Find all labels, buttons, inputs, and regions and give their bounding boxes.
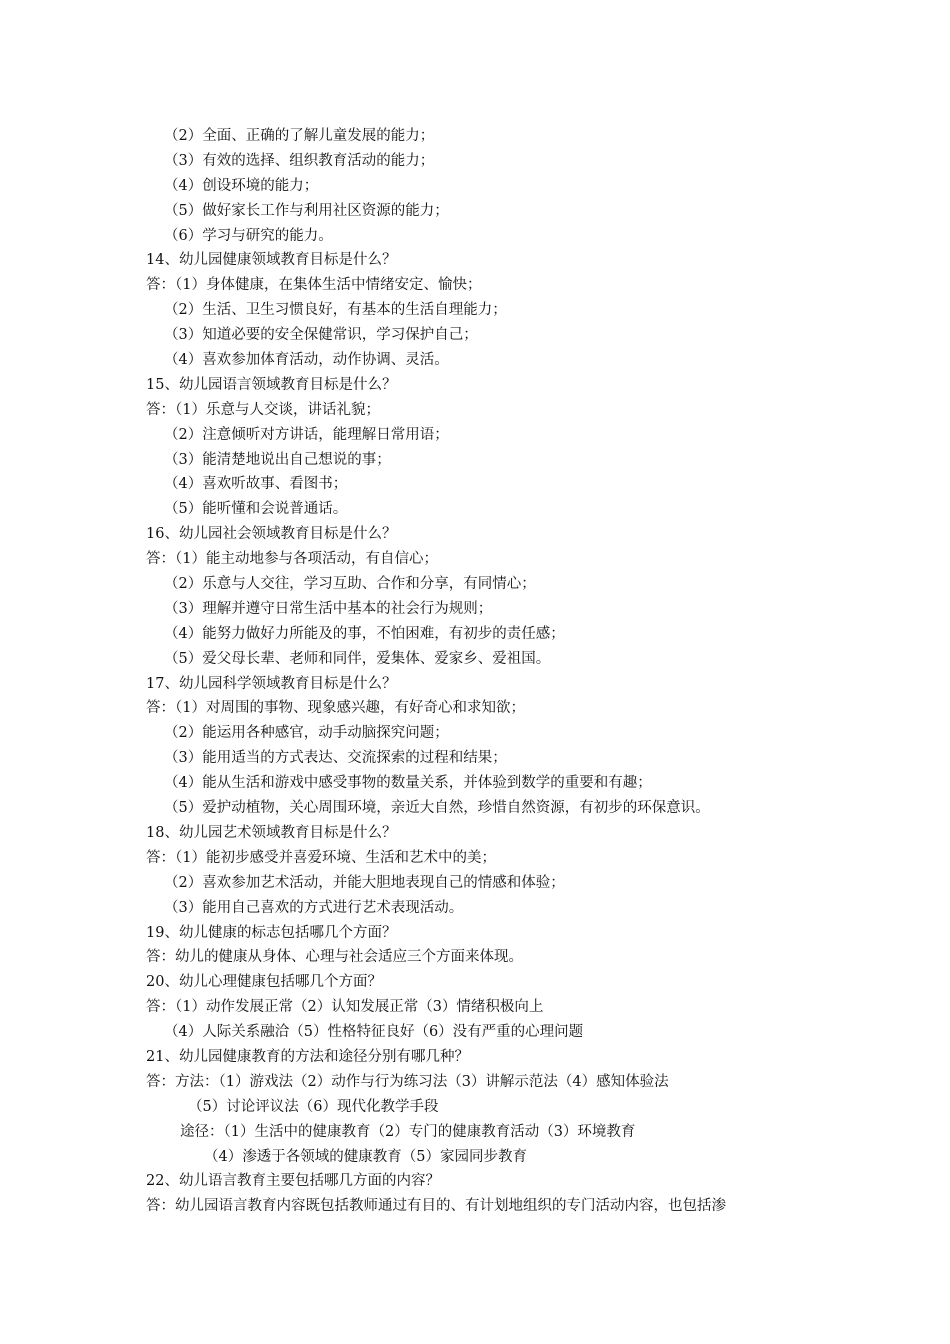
list-item: （4）创设环境的能力； — [164, 177, 319, 194]
answer-line: 答：方法：（1）游戏法（2）动作与行为练习法（3）讲解示范法（4）感知体验法 — [146, 1073, 669, 1090]
list-item: （3）理解并遵守日常生活中基本的社会行为规则； — [164, 600, 493, 617]
list-item: （3）有效的选择、组织教育活动的能力； — [164, 152, 435, 169]
list-item: （4）能努力做好力所能及的事，不怕困难，有初步的责任感； — [164, 625, 565, 642]
answer-line: 答：（1）能初步感受并喜爱环境、生活和艺术中的美； — [146, 849, 496, 866]
list-item: （2）喜欢参加艺术活动，并能大胆地表现自己的情感和体验； — [164, 874, 565, 891]
list-item: （4）能从生活和游戏中感受事物的数量关系，并体验到数学的重要和有趣； — [164, 775, 652, 792]
answer-line: 答：幼儿园语言教育内容既包括教师通过有目的、有计划地组织的专门活动内容，也包括渗 — [146, 1198, 726, 1215]
list-item: （2）全面、正确的了解儿童发展的能力； — [164, 128, 435, 144]
list-item: （2）生活、卫生习惯良好，有基本的生活自理能力； — [164, 302, 507, 319]
question-heading: 21、幼儿园健康教育的方法和途径分别有哪几种？ — [146, 1048, 469, 1065]
list-item: （2）乐意与人交往，学习互助、合作和分享，有同情心； — [164, 576, 536, 593]
question-heading: 16、幼儿园社会领域教育目标是什么？ — [146, 526, 397, 543]
list-item: （5）爱父母长辈、老师和同伴，爱集体、爱家乡、爱祖国。 — [164, 650, 551, 667]
answer-line: 答：（1）身体健康，在集体生活中情绪安定、愉快； — [146, 277, 482, 294]
list-item: （3）能清楚地说出自己想说的事； — [164, 451, 391, 468]
question-heading: 14、幼儿园健康领域教育目标是什么？ — [146, 252, 397, 269]
question-heading: 15、幼儿园语言领域教育目标是什么？ — [146, 376, 397, 393]
question-heading: 19、幼儿健康的标志包括哪几个方面？ — [146, 924, 397, 941]
list-item: （4）喜欢参加体育活动，动作协调、灵活。 — [164, 352, 449, 369]
answer-line: 答：（1）乐意与人交谈，讲话礼貌； — [146, 401, 380, 418]
list-item: （2）能运用各种感官，动手动脑探究问题； — [164, 725, 449, 742]
answer-line: 答：（1）能主动地参与各项活动，有自信心； — [146, 551, 438, 568]
list-item: （4）喜欢听故事、看图书； — [164, 476, 348, 493]
question-heading: 20、幼儿心理健康包括哪几个方面？ — [146, 974, 382, 991]
list-item: （4）渗透于各领域的健康教育（5）家园同步教育 — [204, 1148, 527, 1165]
list-item: （6）学习与研究的能力。 — [164, 227, 333, 244]
list-item: （5）做好家长工作与利用社区资源的能力； — [164, 202, 449, 219]
question-heading: 18、幼儿园艺术领域教育目标是什么？ — [146, 824, 397, 841]
question-heading: 17、幼儿园科学领域教育目标是什么？ — [146, 675, 397, 692]
list-item: （3）知道必要的安全保健常识，学习保护自己； — [164, 327, 478, 344]
list-item: （3）能用适当的方式表达、交流探索的过程和结果； — [164, 750, 507, 767]
answer-line: 答：（1）动作发展正常（2）认知发展正常（3）情绪积极向上 — [146, 999, 544, 1016]
list-item: （2）注意倾听对方讲话，能理解日常用语； — [164, 426, 449, 443]
answer-line: 答：幼儿的健康从身体、心理与社会适应三个方面来体现。 — [146, 949, 523, 966]
list-item: （5）爱护动植物，关心周围环境，亲近大自然，珍惜自然资源，有初步的环保意识。 — [164, 800, 710, 817]
list-item: （5）讨论评议法（6）现代化教学手段 — [188, 1098, 439, 1115]
answer-line: 途径：（1）生活中的健康教育（2）专门的健康教育活动（3）环境教育 — [180, 1123, 636, 1140]
answer-line: 答：（1）对周围的事物、现象感兴趣，有好奇心和求知欲； — [146, 700, 525, 717]
document-body — [146, 124, 826, 1219]
list-item: （4）人际关系融洽（5）性格特征良好（6）没有严重的心理问题 — [164, 1024, 584, 1041]
list-item: （5）能听懂和会说普通话。 — [164, 501, 348, 518]
list-item: （3）能用自己喜欢的方式进行艺术表现活动。 — [164, 899, 464, 916]
question-heading: 22、幼儿语言教育主要包括哪几方面的内容？ — [146, 1173, 440, 1190]
